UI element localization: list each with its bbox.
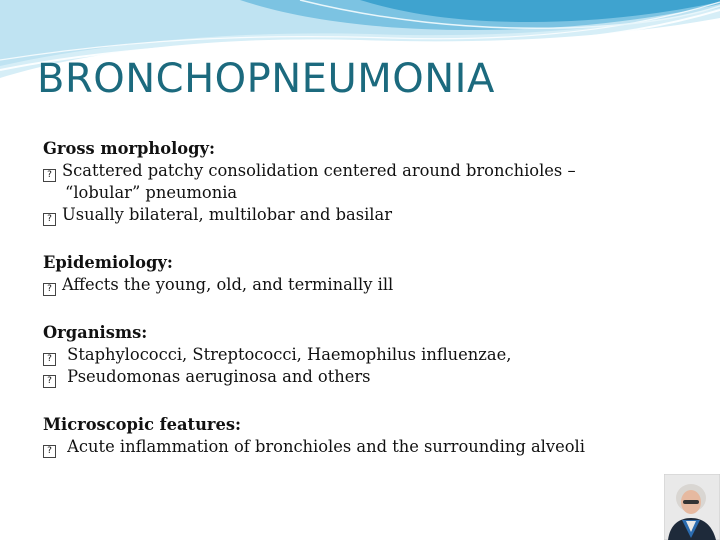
section [43, 414, 663, 458]
bullet-item [43, 274, 663, 296]
bullet-text: Usually bilateral, multilobar and basilar [62, 205, 392, 224]
section-heading: Organisms: [43, 323, 148, 342]
slide-content [43, 138, 663, 484]
section-heading: Microscopic features: [43, 415, 242, 434]
slide-title: BRONCHOPNEUMONIA [37, 56, 495, 102]
section-heading: Epidemiology: [43, 253, 173, 272]
missing-glyph-bullet-icon: ? [43, 213, 56, 226]
missing-glyph-bullet-icon: ? [43, 375, 56, 388]
bullet-item [43, 366, 663, 388]
bullet-item [43, 204, 663, 226]
bullet-item [43, 344, 663, 366]
bullet-text: Staphylococci, Streptococci, Haemophilus influenzae, [62, 345, 512, 364]
bullet-text: Pseudomonas aeruginosa and others [62, 367, 371, 386]
bullet-item [43, 436, 663, 458]
missing-glyph-bullet-icon: ? [43, 283, 56, 296]
section [43, 322, 663, 388]
bullet-text: Scattered patchy consolidation centered around bronchioles – [62, 161, 576, 180]
section [43, 138, 663, 226]
section [43, 252, 663, 296]
section-heading: Gross morphology: [43, 139, 215, 158]
missing-glyph-bullet-icon: ? [43, 353, 56, 366]
missing-glyph-bullet-icon: ? [43, 445, 56, 458]
bullet-text: Affects the young, old, and terminally ill [62, 275, 394, 294]
presenter-photo [664, 474, 720, 540]
missing-glyph-bullet-icon: ? [43, 169, 56, 182]
bullet-text-continuation: “lobular” pneumonia [65, 183, 238, 202]
bullet-item [43, 160, 663, 204]
bullet-text: Acute inflammation of bronchioles and the surrounding alveoli [62, 437, 585, 456]
